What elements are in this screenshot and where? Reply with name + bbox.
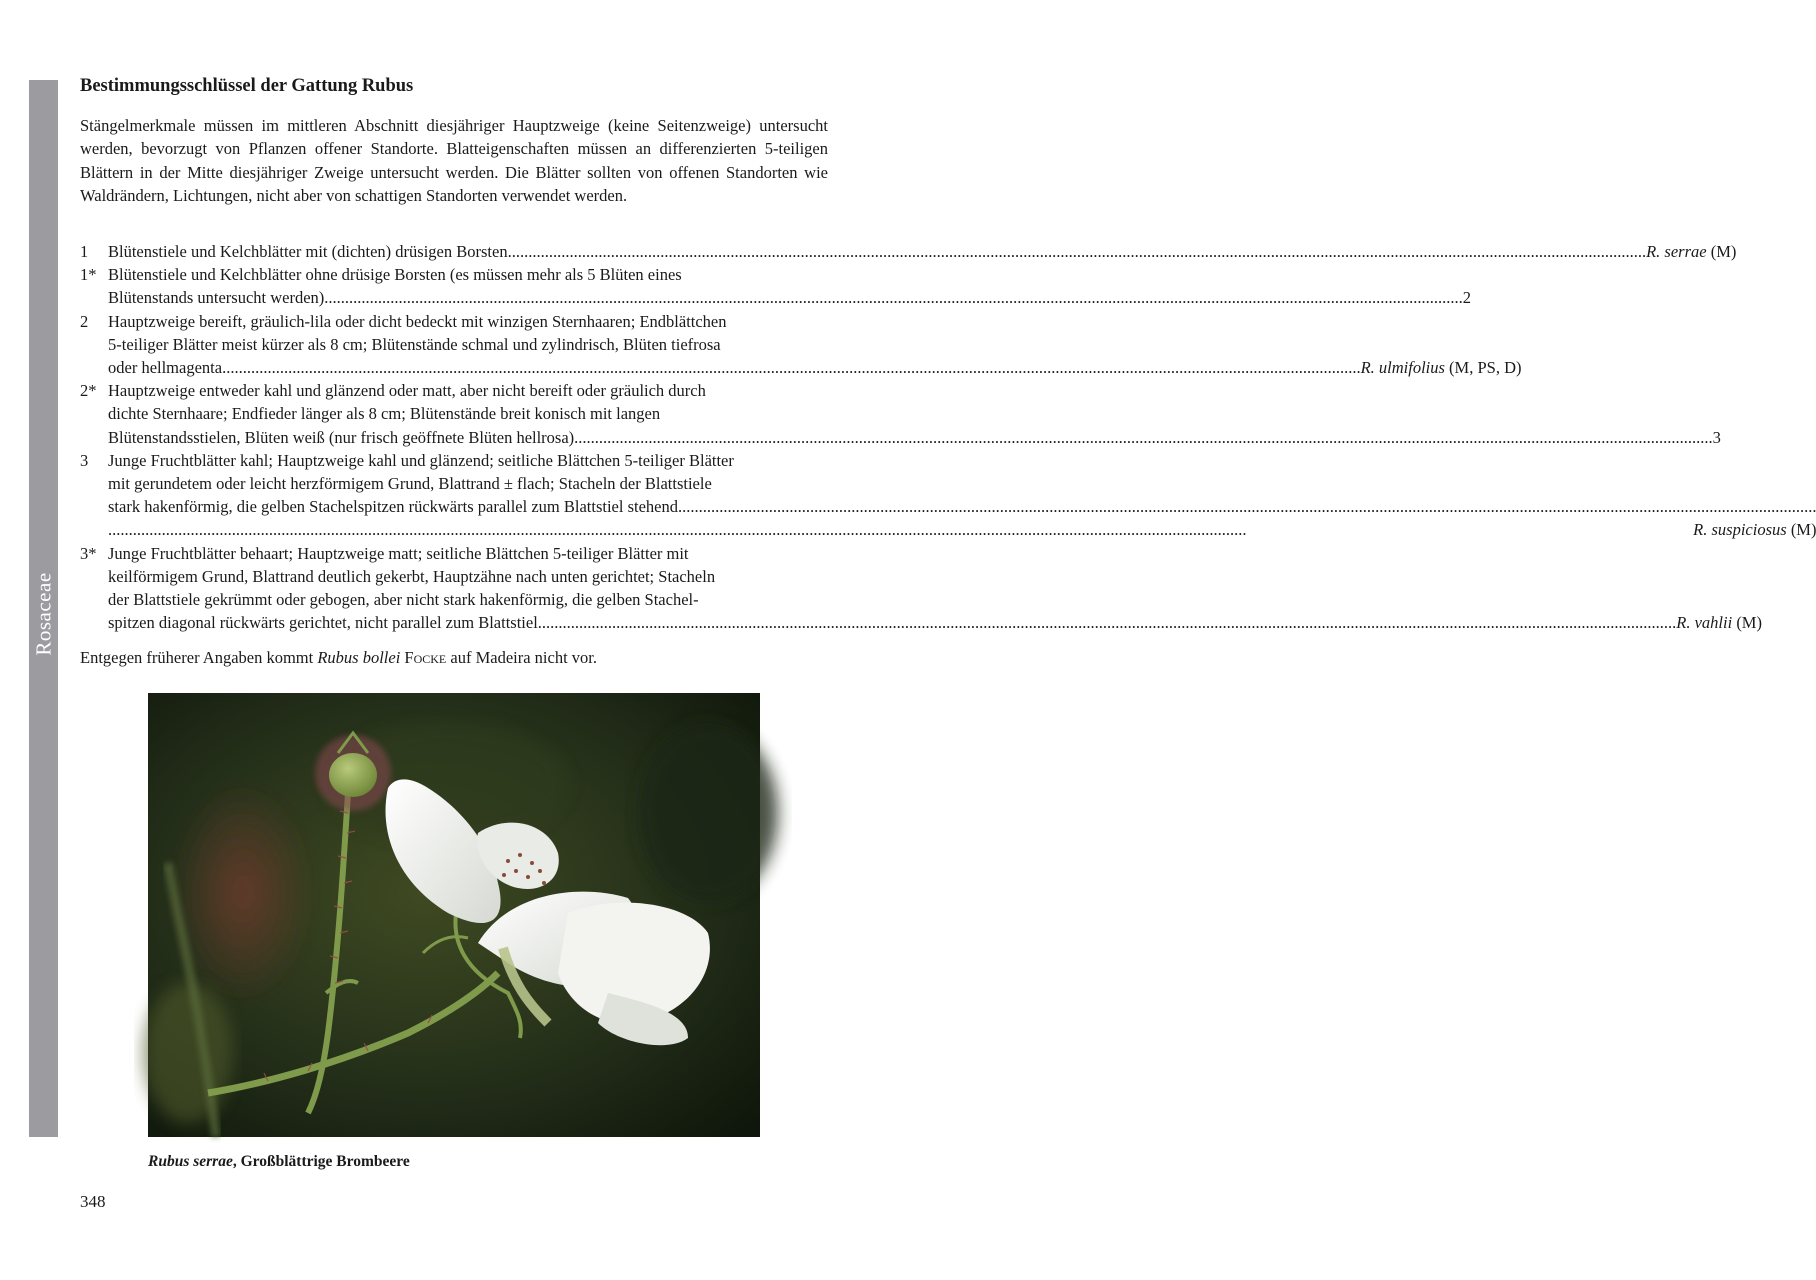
key-entry-2-alt	[80, 379, 1721, 449]
key-entry-1-alt	[80, 263, 1472, 309]
key-entry-text: Hauptzweige entweder kahl und glänzend oder matt, aber nicht bereift oder gräulich durch	[108, 381, 706, 401]
key-entry-text: Blütenstandsstielen, Blüten weiß (nur frisch geöffnete Blüten hellrosa)	[108, 427, 575, 447]
key-entry-text: keilförmigem Grund, Blattrand deutlich gekerbt, Hauptzähne nach unten gerichtet; Stacheln	[108, 566, 716, 586]
photo-caption	[148, 1153, 410, 1171]
leader-dots	[324, 286, 1463, 309]
author-name: Focke	[404, 648, 447, 667]
key-entry-number: 2	[80, 311, 89, 331]
intro-paragraph: Stängelmerkmale müssen im mittleren Abschnitt diesjähriger Hauptzweige (keine Seitenzweige) untersucht werden, bevorzugt von Pflanzen offener Standorte. Blatteigenschaften müssen an differenzierten 5-teiligen Blättern in der Mitte diesjähriger Zweige untersucht werden. Die Blätter sollten von offenen Standorten wie Waldrändern, Lichtungen, nicht aber von schattigen Standorten verwendet werden.	[80, 116, 828, 206]
key-entry-text: stark hakenförmig, die gelben Stachelspitzen rückwärts parallel zum Blattstiel stehend	[108, 497, 678, 517]
key-entry-number: 2*	[80, 381, 97, 401]
key-entry-text: Hauptzweige bereift, gräulich-lila oder dicht bedeckt mit winzigen Sternhaaren; Endblättchen	[108, 311, 727, 331]
key-entry-text: Blütenstands untersucht werden)	[108, 288, 325, 308]
rubus-flower-illustration	[148, 693, 760, 1137]
distribution-code: (M)	[1706, 242, 1737, 261]
key-entry-text: spitzen diagonal rückwärts gerichtet, nicht parallel zum Blattstiel	[108, 613, 538, 633]
leader-dots	[678, 495, 1816, 518]
taxon-name: Rubus bollei	[317, 648, 401, 667]
leader-dots	[222, 356, 1361, 379]
key-entry-text: Blütenstiele und Kelchblätter mit (dichten) drüsigen Borsten	[108, 242, 508, 261]
taxon-name: R. suspiciosus	[1693, 520, 1787, 540]
distribution-code: (M, PS, D)	[1444, 358, 1522, 378]
flower-photo	[148, 693, 760, 1137]
leader-dots	[574, 426, 1713, 449]
key-entry-number: 3*	[80, 543, 97, 563]
key-entry-text: mit gerundetem oder leicht herzförmigem Grund, Blattrand ± flach; Stacheln der Blattstiele	[108, 474, 712, 494]
key-entry-text: der Blattstiele gekrümmt oder gebogen, aber nicht stark hakenförmig, die gelben Stachel-	[108, 590, 699, 610]
key-entry-number: 1	[80, 242, 89, 261]
caption-common-name: , Großblättrige Brombeere	[232, 1153, 410, 1170]
key-entry-2	[80, 310, 1522, 380]
caption-taxon: Rubus serrae	[148, 1153, 233, 1170]
leader-dots	[108, 518, 1693, 541]
key-entry-text: Junge Fruchtblätter kahl; Hauptzweige kahl und glänzend; seitliche Blättchen 5-teiliger Blätter	[108, 450, 734, 470]
key-entry-text: dichte Sternhaare; Endfieder länger als 8 cm; Blütenstände breit konisch mit langen	[108, 404, 661, 424]
key-entry-text: oder hellmagenta	[108, 358, 223, 378]
key-entry-3	[80, 449, 1816, 542]
taxon-name: R. serrae	[1646, 242, 1707, 261]
distribution-code: (M)	[1786, 520, 1816, 540]
key-entry-number: 3	[80, 450, 89, 470]
distribution-code: (M)	[1732, 613, 1762, 633]
key-lead-reference: 3	[1712, 427, 1721, 447]
key-entry-text: Blütenstiele und Kelchblätter ohne drüsige Borsten (es müssen mehr als 5 Blüten eines	[108, 265, 682, 285]
key-entry-text: 5-teiliger Blätter meist kürzer als 8 cm; Blütenstände schmal und zylindrisch, Blüten tiefrosa	[108, 334, 721, 354]
key-entry-1	[80, 240, 1737, 263]
leader-dots	[508, 240, 1647, 263]
section-heading: Bestimmungsschlüssel der Gattung Rubus	[80, 76, 414, 96]
key-entry-text: Junge Fruchtblätter behaart; Hauptzweige matt; seitliche Blättchen 5-teiliger Blätter mit	[108, 543, 689, 563]
key-entry-number: 1*	[80, 265, 97, 285]
key-entry-3-alt	[80, 542, 1762, 635]
taxon-name: R. ulmifolius	[1360, 358, 1445, 378]
identification-key	[80, 240, 1816, 634]
key-lead-reference: 2	[1462, 288, 1472, 308]
taxon-name: R. vahlii	[1676, 613, 1733, 633]
remark-paragraph: Entgegen früherer Angaben kommt Rubus bollei Focke auf Madeira nicht vor.	[80, 648, 598, 667]
page-number: 348	[80, 1192, 106, 1211]
leader-dots	[538, 611, 1677, 634]
